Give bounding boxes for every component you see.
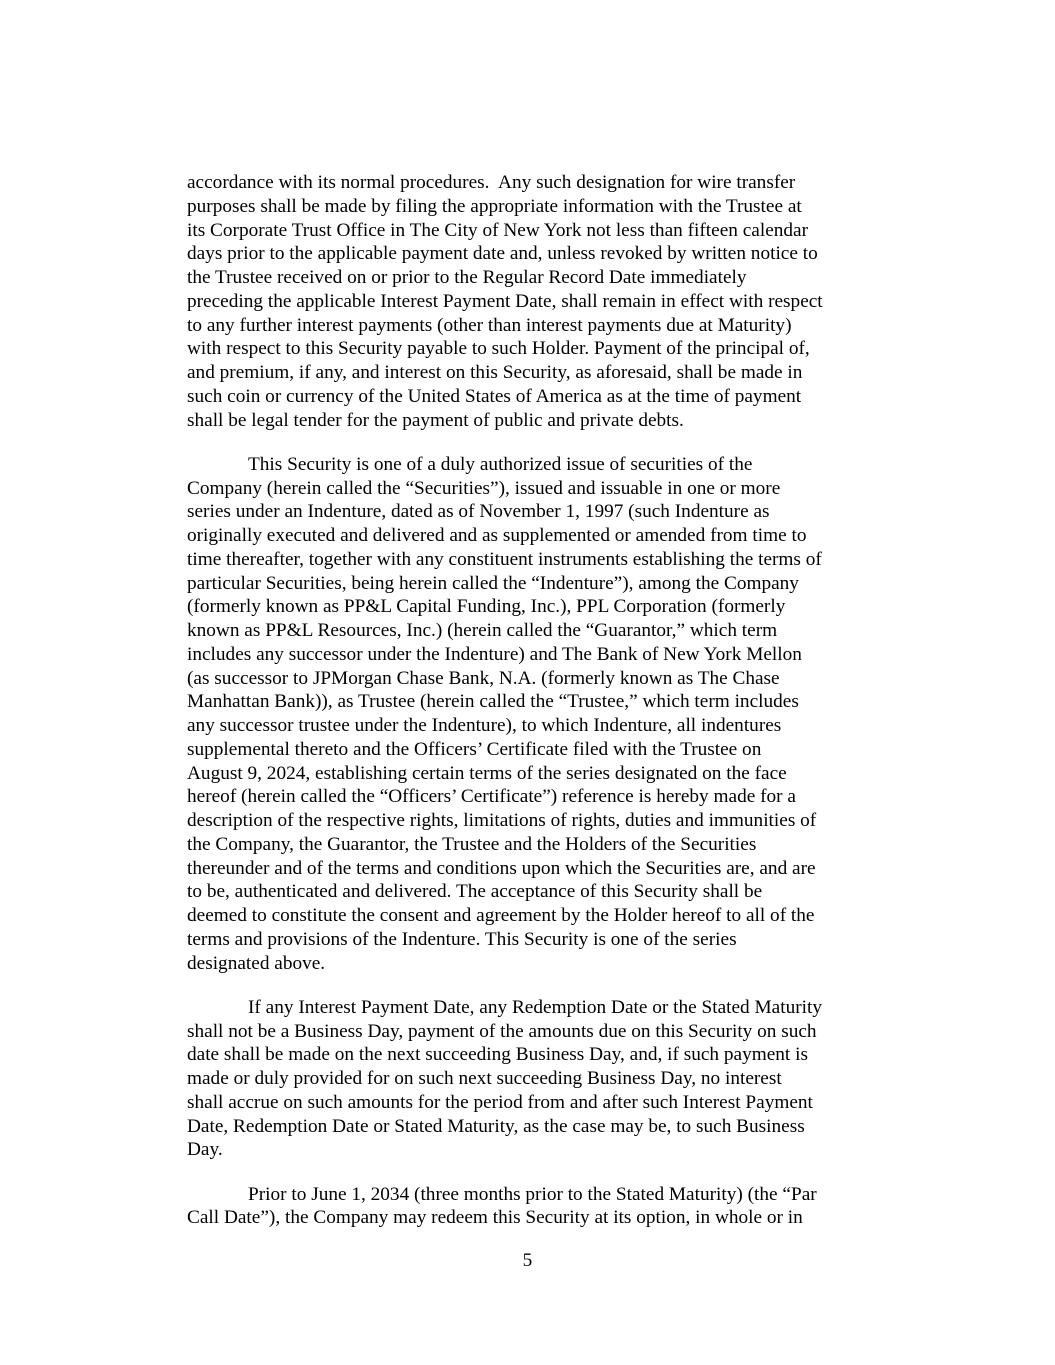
paragraph [187,453,887,976]
text-line: (as successor to JPMorgan Chase Bank, N.A. (formerly known as The Chase [187,667,780,689]
text-line: Call Date”), the Company may redeem this Security at its option, in whole or in [187,1207,803,1229]
document-body [187,171,887,1251]
text-line: (formerly known as PP&L Capital Funding, Inc.), PPL Corporation (formerly [187,596,786,618]
text-line: shall accrue on such amounts for the period from and after such Interest Payment [187,1091,813,1113]
text-line: with respect to this Security payable to such Holder. Payment of the principal of, [187,338,810,360]
paragraph [187,996,887,1162]
text-line: description of the respective rights, limitations of rights, duties and immunities of [187,810,817,831]
text-line: particular Securities, being herein called the “Indenture”), among the Company [187,572,799,594]
text-line: Date, Redemption Date or Stated Maturity, as the case may be, to such Business [187,1115,805,1137]
text-line: shall not be a Business Day, payment of the amounts due on this Security on such [187,1020,817,1042]
text-line: Day. [187,1139,223,1161]
text-line: and premium, if any, and interest on this Security, as aforesaid, shall be made in [187,362,803,383]
text-line: Manhattan Bank)), as Trustee (herein called the “Trustee,” which term includes [187,691,799,713]
paragraph [187,171,887,432]
text-line: thereunder and of the terms and conditions upon which the Securities are, and are [187,857,816,879]
text-line: originally executed and delivered and as supplemented or amended from time to [187,525,807,546]
text-line: Prior to June 1, 2034 (three months prior to the Stated Maturity) (the “Par [248,1183,817,1205]
text-line: supplemental thereto and the Officers’ Certificate filed with the Trustee on [187,738,762,760]
text-line: to be, authenticated and delivered. The acceptance of this Security shall be [187,881,763,903]
text-line: its Corporate Trust Office in The City of New York not less than fifteen calendar [187,219,809,241]
text-line: shall be legal tender for the payment of public and private debts. [187,409,684,431]
text-line: to any further interest payments (other than interest payments due at Maturity) [187,314,792,336]
text-line: known as PP&L Resources, Inc.) (herein called the “Guarantor,” which term [187,620,778,641]
paragraph [187,1183,887,1231]
text-line: made or duly provided for on such next succeeding Business Day, no interest [187,1068,782,1089]
page-number: 5 [522,1250,533,1271]
text-line: the Company, the Guarantor, the Trustee and the Holders of the Securities [187,833,757,855]
text-line: deemed to constitute the consent and agreement by the Holder hereof to all of the [187,905,815,926]
text-line: such coin or currency of the United States of America as at the time of payment [187,385,802,407]
text-line: Company (herein called the “Securities”), issued and issuable in one or more [187,477,781,499]
text-line: designated above. [187,952,326,974]
text-line: includes any successor under the Indenture) and The Bank of New York Mellon [187,643,802,665]
text-line: time thereafter, together with any constituent instruments establishing the terms of [187,548,822,570]
text-line: the Trustee received on or prior to the Regular Record Date immediately [187,267,747,288]
text-line: hereof (herein called the “Officers’ Certificate”) reference is hereby made for a [187,786,796,808]
text-line: August 9, 2024, establishing certain terms of the series designated on the face [187,762,787,784]
text-line: accordance with its normal procedures. Any such designation for wire transfer [187,172,796,193]
text-line: date shall be made on the next succeeding Business Day, and, if such payment is [187,1044,808,1066]
text-line: If any Interest Payment Date, any Redemption Date or the Stated Maturity [248,996,822,1018]
text-line: preceding the applicable Interest Payment Date, shall remain in effect with respect [187,290,823,312]
text-line: terms and provisions of the Indenture. This Security is one of the series [187,928,737,950]
text-line: days prior to the applicable payment date and, unless revoked by written notice to [187,243,818,265]
text-line: purposes shall be made by filing the appropriate information with the Trustee at [187,195,802,217]
text-line: This Security is one of a duly authorized issue of securities of the [248,453,753,475]
text-line: any successor trustee under the Indenture), to which Indenture, all indentures [187,715,782,736]
text-line: series under an Indenture, dated as of November 1, 1997 (such Indenture as [187,501,770,523]
